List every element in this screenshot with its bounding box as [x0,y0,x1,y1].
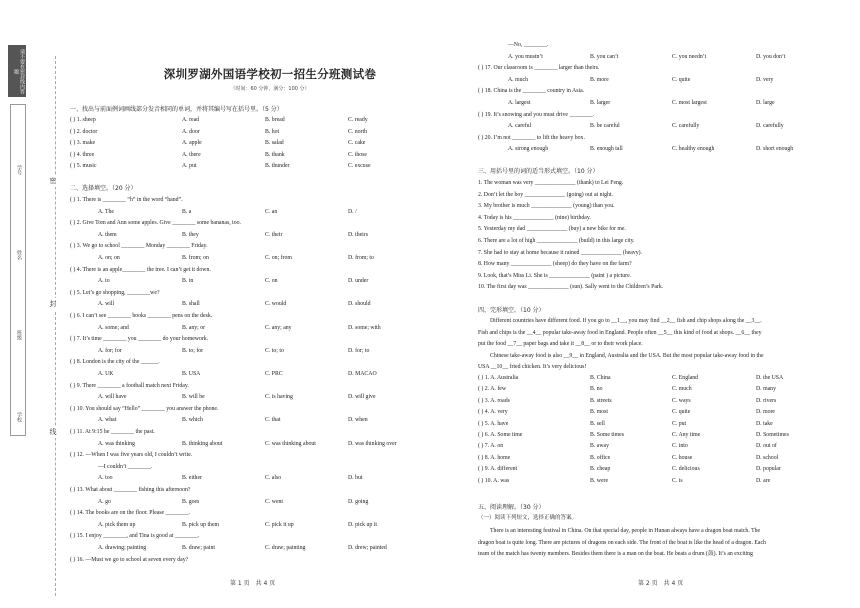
answer-option[interactable]: B. any; or [182,324,206,331]
cloze-question[interactable]: ( ) 6. A. Some time [478,432,523,438]
answer-option[interactable]: B. a [182,208,192,215]
answer-option: B. thank [265,151,285,158]
answer-option: B. salad [265,140,284,146]
cloze-question[interactable]: ( ) 7. A. on [478,443,504,450]
answer-option[interactable]: D. from; to [348,255,374,261]
no-answer-tag: 请不要在密封线内答题 [8,45,26,97]
answer-option[interactable]: A. will [98,301,115,308]
fill-blank-line[interactable]: 7. She had to stay at home because it rained ______________ (heavy). [478,249,643,256]
answer-option[interactable]: D. school [756,454,779,461]
answer-option[interactable]: B. which [182,417,203,424]
answer-option[interactable]: C. put [672,420,687,427]
answer-option[interactable]: C. was thinking about [265,440,316,447]
answer-option[interactable]: D. very [756,76,774,83]
answer-option[interactable]: B. thinking about [182,440,223,447]
answer-option[interactable]: C. pick it up [265,521,294,528]
fill-blank-line[interactable]: 8. How many ______________ (sheep) do they have on the farm? [478,261,632,268]
answer-option[interactable]: C. much [672,386,692,393]
answer-option[interactable]: B. were [590,477,609,484]
answer-option[interactable]: B. China [590,375,611,381]
answer-option[interactable]: C. draw; painting [265,545,306,551]
answer-option[interactable]: D. popular [756,466,781,473]
answer-option[interactable]: A. for; for [98,347,122,354]
question-stem[interactable]: ( ) 12. —When I was five years old, I couldn’t write. [70,452,193,459]
answer-option[interactable]: D. rivers [756,397,777,404]
reading-passage-line: dragon boat is quite long. There are pictures of dragons on each side. The front of the boat is like the head of a dragon. Each [478,539,766,546]
answer-option[interactable]: B. office [590,454,611,461]
question-stem[interactable]: ( ) 1. There is ________ “h” in the word “hand”. [70,197,183,203]
cloze-passage-line: Chinese take-away food is also __9__ in England, Australia and the USA. But the most popular take-away food in the [490,352,764,359]
answer-option[interactable]: B. from; on [182,255,209,261]
answer-option[interactable]: D. for; to [348,347,370,354]
question-stem[interactable]: ( ) 13. What about ________ fishing this afternoon? [70,487,191,493]
answer-option[interactable]: D. should [348,301,371,308]
answer-option[interactable]: C. into [672,443,688,450]
question-stem-line2: —No, ________. [508,42,549,48]
answer-option[interactable]: C. carefully [672,123,700,130]
answer-option[interactable]: B. away [590,443,609,450]
answer-option[interactable]: B. sell [590,420,605,427]
reading-passage-line: team of the match has twenty members. Besides them there is a man on the boat. He beats a drum (鼓). It’s an exciting [478,551,753,558]
answer-option[interactable]: B. Some times [590,432,624,438]
answer-option[interactable]: A. go [98,498,111,505]
reading-subheading: （一）阅读下列短文，选择正确的答案。 [478,515,578,521]
answer-option[interactable]: B. pick up them [182,521,220,528]
page-number-right: 第 2 页 共 4 页 [638,580,684,587]
answer-option: A. there [182,151,201,158]
answer-option[interactable]: D. short enough [756,146,794,153]
fill-blank-line[interactable]: 9. Look, that’s Miss Li. She is ______________ (paint ) a picture. [478,272,632,279]
section-heading-phonetics: 一、找出与前面例词画线部分发音相同的单词，并将其编号写在括号里。（5 分） [70,106,283,113]
cloze-passage-line: USA __10__ fried chicken. It’s very delicious! [478,364,587,371]
label-class: 班级 [16,330,22,340]
question-stem[interactable]: ( ) 8. London is the city of the ______. [70,359,160,366]
question-stem[interactable]: ( ) 5. Let’s go shopping, ________we? [70,289,160,296]
answer-option[interactable]: C. on; from [265,255,292,261]
answer-option[interactable]: A. was thinking [98,440,135,447]
answer-option[interactable]: D. pick up it [348,521,377,528]
fill-blank-line[interactable]: 5. Yesterday my dad ______________ (buy) a new bike for me. [478,226,626,233]
answer-option[interactable]: D. carefully [756,123,784,130]
answer-option[interactable]: A. on; on [98,255,120,261]
answer-option[interactable]: A. pick them up [98,521,136,528]
page-number-left: 第 1 页 共 4 页 [230,580,276,587]
answer-option[interactable]: D. MACAO [348,371,377,377]
page-title: 深圳罗湖外国语学校初一招生分班测试卷 [163,67,377,81]
answer-option[interactable]: A. strong enough [508,146,549,153]
answer-option[interactable]: D. are [756,477,771,484]
answer-option[interactable]: B. goes [182,498,200,505]
phonetics-question[interactable]: ( ) 1. sheep [70,117,96,123]
question-stem[interactable]: ( ) 9. There ________ a football match next Friday. [70,382,189,389]
answer-option[interactable]: C. an [265,208,278,215]
answer-option[interactable]: D. out of [756,443,777,450]
cloze-passage-line: Different countries have different food. If you go to __1__, you may find __2__ fish and chip shops along the __3__. [490,318,762,324]
answer-option[interactable]: A. you mustn’t [508,53,543,60]
answer-option[interactable]: D. many [756,386,776,393]
answer-option[interactable]: C. Any time [672,432,701,438]
phonetics-question[interactable]: ( ) 5. music [70,163,97,169]
answer-option[interactable]: B. shall [182,301,200,308]
question-stem[interactable]: ( ) 10. You should say “Hello” ________ you answer the phone. [70,405,219,412]
fill-blank-line[interactable]: 1. The woman was very ______________ (thank) to Lei Feng. [478,180,624,186]
label-school: 学校 [16,412,22,422]
answer-option: A. apple [182,140,202,146]
answer-option[interactable]: D. / [348,208,357,215]
phonetics-question[interactable]: ( ) 3. make [70,140,96,146]
cloze-question[interactable]: ( ) 10. A. was [478,477,510,484]
answer-option: B. thunder [265,163,290,169]
cloze-question[interactable]: ( ) 5. A. have [478,420,509,427]
answer-option[interactable]: D. drew; painted [348,545,387,551]
answer-option[interactable]: C. you needn’t [672,53,707,60]
answer-option[interactable]: C. delicious [672,466,700,473]
answer-option[interactable]: A. some; and [98,324,129,331]
cloze-question[interactable]: ( ) 9. A. different [478,466,518,473]
question-stem[interactable]: ( ) 20. I’m not ________ to lift the heavy box. [478,134,585,141]
seal-line [55,56,56,596]
fill-blank-line[interactable]: 3. My brother is much ______________ (young) than you. [478,203,615,210]
answer-option[interactable]: B. in [182,278,194,285]
seal-char: 封 [47,298,59,310]
phonetics-question[interactable]: ( ) 2. doctor [70,128,98,135]
cloze-question[interactable]: ( ) 1. A. Australia [478,375,519,381]
reading-passage-line: There is an interesting festival in China. On that special day, people in Hunan always have a dragon boat match. The [490,528,761,534]
answer-option: C. excuse [348,163,371,169]
answer-option[interactable]: A. what [98,417,117,424]
answer-option[interactable]: D. when [348,417,368,424]
answer-option[interactable]: D. under [348,278,369,285]
answer-option[interactable]: C. most largest [672,100,707,106]
answer-option: C. ready [348,117,368,123]
answer-option[interactable]: A. to [98,278,110,285]
answer-option[interactable]: A. too [98,475,113,482]
fill-blank-line[interactable]: 4. Today is his ______________ (nine) birthday. [478,214,591,221]
answer-option[interactable]: B. to; for [182,347,204,354]
exam-subtitle: （时间：60 分钟，满分：100 分） [230,86,310,92]
fill-blank-line[interactable]: 10. The first day was ______________ (sun). Sally went to the Children’s Park. [478,284,664,291]
answer-option[interactable]: D. more [756,409,775,416]
answer-option[interactable]: D. going [348,498,369,505]
question-stem[interactable]: ( ) 2. Give Tom and Ann some apples. Give ________ some bananas, too. [70,220,241,227]
section-heading-reading: 五、阅读理解。（30 分） [478,504,545,511]
question-stem[interactable]: ( ) 18. China is the ________ country in Asia. [478,88,585,95]
answer-option[interactable]: B. be careful [590,123,620,130]
student-info-box [10,104,26,436]
answer-option[interactable]: A. largest [508,100,531,106]
answer-option[interactable]: C. PRC [265,371,283,377]
answer-option[interactable]: C. is [672,477,683,484]
cloze-question[interactable]: ( ) 2. A. few [478,386,507,393]
answer-option[interactable]: A. them [98,231,117,238]
answer-option[interactable]: B. cheap [590,466,611,473]
seal-char: 密 [47,175,59,187]
question-stem-line2: —I couldn’t ________. [98,463,153,470]
answer-option[interactable]: B. you can’t [590,53,619,60]
answer-option[interactable]: C. also [265,475,282,482]
answer-option[interactable]: B. enough tall [590,146,623,153]
answer-option: A. put [182,163,197,169]
answer-option[interactable]: B. they [182,231,199,238]
answer-option[interactable]: C. healthy enough [672,146,715,153]
answer-option[interactable]: B. most [590,409,609,416]
answer-option: C. north [348,128,368,135]
cloze-question[interactable]: ( ) 3. A. roads [478,397,510,404]
cloze-passage-line: put the food __7__ paper bags and take it __8__ or to their work place. [478,341,643,348]
answer-option[interactable]: D. large [756,100,775,106]
answer-option[interactable]: C. their [265,231,283,238]
answer-option[interactable]: A. drawing; painting [98,545,147,551]
answer-option[interactable]: D. the USA [756,375,784,381]
answer-option: B. hot [265,128,280,135]
question-stem[interactable]: ( ) 3. We go to school ________ Monday ________ Friday. [70,243,208,250]
question-stem[interactable]: ( ) 6. I can’t see ________ books ________ pens on the desk. [70,313,213,319]
answer-option[interactable]: C. England [672,375,699,381]
answer-option[interactable]: A. UK [98,371,114,377]
seal-char: 线 [47,426,59,438]
label-student-id: 学号 [16,165,22,175]
section-heading-multiple-choice: 二、选择填空。（20 分） [70,185,137,192]
question-stem[interactable]: ( ) 16. —Must we go to school at seven every day? [70,556,189,563]
phonetics-question[interactable]: ( ) 4. three [70,151,95,158]
question-stem[interactable]: ( ) 17. Our classroom is ________ larger than theirs. [478,65,600,72]
answer-option[interactable]: B. draw; paint [182,545,216,551]
answer-option[interactable]: C. any; any [265,324,292,331]
answer-option[interactable]: D. some; with [348,324,381,331]
answer-option[interactable]: C. went [265,498,284,505]
answer-option: C. cake [348,140,366,146]
answer-option[interactable]: A. much [508,76,528,83]
answer-option[interactable]: A. The [98,208,114,215]
cloze-passage-line: Fish and chips is the __4__ popular take-away food in England. People often __5__ this kind of food at shops. __6__ they [478,329,762,336]
section-heading-cloze: 四、完形填空。（10 分） [478,307,545,314]
question-stem[interactable]: ( ) 11. At 9:15 he ________ the past. [70,429,155,435]
answer-option[interactable]: C. to; to [265,347,284,354]
answer-option[interactable]: B. more [590,76,609,83]
answer-option: A. door [182,128,200,135]
answer-option[interactable]: C. quite [672,409,691,416]
answer-option[interactable]: B. will be [182,394,205,401]
question-stem[interactable]: ( ) 19. It’s snowing and you must drive ________. [478,111,595,118]
answer-option: A. read [182,117,200,123]
question-stem[interactable]: ( ) 4. There is an apple________ the tree. I can’t get it down. [70,266,211,273]
answer-option[interactable]: C. ways [672,397,691,404]
answer-option[interactable]: B. no [590,386,603,393]
answer-option[interactable]: A. will have [98,394,127,401]
fill-blank-line[interactable]: 6. There are a lot of high ______________ (build) in this large city. [478,238,635,244]
cloze-question[interactable]: ( ) 4. A. very [478,409,508,416]
question-stem[interactable]: ( ) 15. I enjoy ________, and Tina is good at ________. [70,533,200,540]
answer-option[interactable]: B. either [182,475,202,482]
answer-option[interactable]: C. would [265,301,287,308]
answer-option[interactable]: B. streets [590,397,612,404]
answer-option: C. those [348,151,368,158]
answer-option[interactable]: B. larger [590,100,611,106]
answer-option: B. bread [265,117,285,123]
question-stem[interactable]: ( ) 14. The books are on the floor. Please ________. [70,510,191,517]
answer-option[interactable]: D. theirs [348,231,368,238]
answer-option[interactable]: C. on [265,278,278,285]
answer-option[interactable]: A. careful [508,123,532,130]
answer-option[interactable]: D. you don’t [756,53,786,60]
question-stem[interactable]: ( ) 7. It’s time ________ you ________ do your homework. [70,336,209,343]
answer-option[interactable]: C. is having [265,394,293,401]
cloze-question[interactable]: ( ) 8. A. home [478,454,511,461]
answer-option[interactable]: C. quite [672,76,691,83]
answer-option[interactable]: C. house [672,454,693,461]
answer-option[interactable]: D. was thinking over [348,440,397,447]
answer-option[interactable]: C. that [265,417,281,424]
fill-blank-line[interactable]: 2. Don’t let the boy ______________ (going) out at night. [478,191,613,198]
answer-option[interactable]: D. take [756,420,773,427]
answer-option[interactable]: D. Sometimes [756,432,789,438]
answer-option[interactable]: D. but [348,475,363,482]
answer-option[interactable]: D. will give [348,394,376,401]
section-heading-word-forms: 三、用括号里的词的适当形式填空。（10 分） [478,168,599,175]
label-name: 姓名 [16,250,22,260]
answer-option[interactable]: B. USA [182,371,201,377]
